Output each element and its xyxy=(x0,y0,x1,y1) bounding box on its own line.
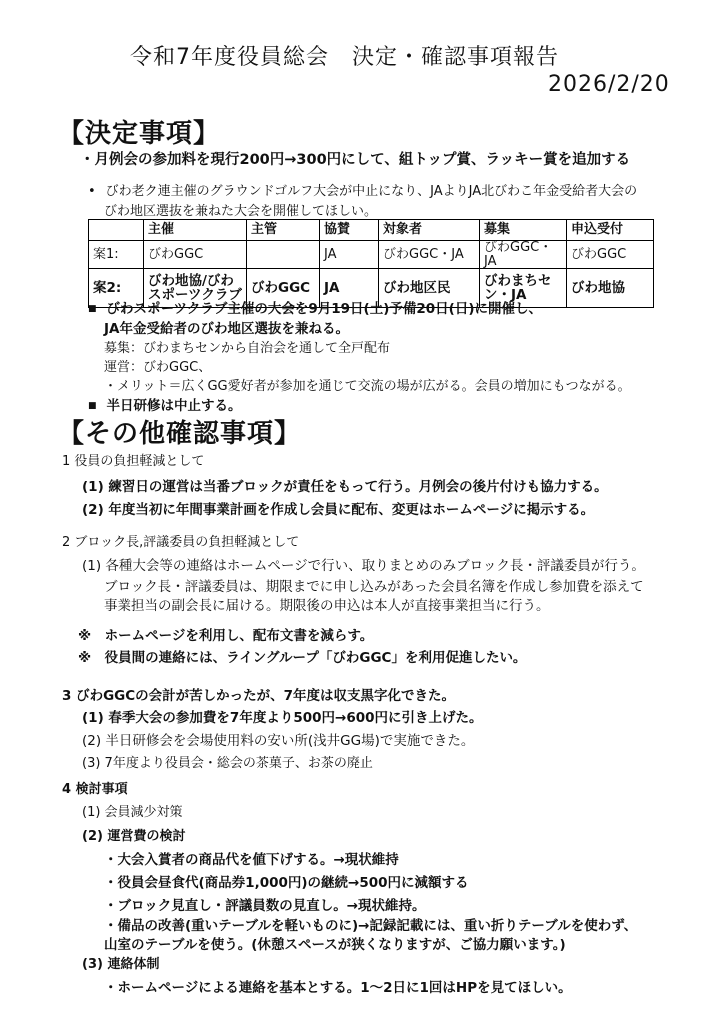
section-4-item-2-c: ・ブロック見直し・評議員数の見直し。→現状維持。 xyxy=(104,898,426,914)
section-4-item-3: (3) 連絡体制 xyxy=(82,957,160,972)
sports-club-line-1: ■ びわスポーツクラブ主催の大会を9月19日(土)予備20日(日)に開催し、 xyxy=(88,297,542,317)
table-cell: JA xyxy=(320,241,379,269)
note-homepage: ※ ホームページを利用し、配布文書を減らす。 xyxy=(78,628,374,644)
section-3-item-2: (2) 半日研修会を会場使用料の安い所(浅井GG場)で実施できた。 xyxy=(82,733,475,749)
section-4-item-1: (1) 会員減少対策 xyxy=(82,805,183,820)
section-4-item-2-d: ・備品の改善(重いテーブルを軽いものに)→記録記載には、重い折りテーブルを使わず、 xyxy=(104,918,638,934)
table-header-cell: 協賛 xyxy=(320,220,379,241)
section-1-title: 1 役員の負担軽減として xyxy=(62,454,205,469)
section-1-item-1: (1) 練習日の運営は当番ブロックが責任をもって行う。月例会の後片付けも協力する。 xyxy=(82,479,608,495)
section-3-item-1: (1) 春季大会の参加費を7年度より500円→600円に引き上げた。 xyxy=(82,710,483,726)
section-1-item-2: (2) 年度当初に年間事業計画を作成し会員に配布、変更はホームページに掲示する。 xyxy=(82,502,595,518)
section-2-item-1: (1) 各種大会等の連絡はホームページで行い、取りまとめのみブロック長・評議委員が行う。 xyxy=(82,558,645,574)
table-cell: 案1: xyxy=(89,241,144,269)
document-title: 令和7年度役員総会 決定・確認事項報告 xyxy=(130,45,559,70)
table-cell xyxy=(247,241,320,269)
recruit-line: 募集：びわまちセンから自治会を通して全戸配布 xyxy=(104,341,391,356)
table-cell: びわGGC・JA xyxy=(480,241,567,269)
note-line-group: ※ 役員間の連絡には、ライングループ「びわGGC」を利用促進したい。 xyxy=(78,650,527,666)
section-2-title: 2 ブロック長,評議委員の負担軽減として xyxy=(62,535,300,550)
operation-line: 運営：びわGGC、 xyxy=(104,360,212,375)
table-header-cell xyxy=(89,220,144,241)
section-2-item-1-cont-1: ブロック長・評議委員は、期限までに申し込みがあった会員名簿を作成し参加費を添えて xyxy=(104,579,644,595)
table-header-cell: 申込受付 xyxy=(567,220,654,241)
sports-club-line-2: JA年金受給者のびわ地区選抜を兼ねる。 xyxy=(104,321,349,337)
table-header-cell: 対象者 xyxy=(379,220,480,241)
table-cell: 案2: xyxy=(89,269,144,308)
decisions-heading: 【決定事項】 xyxy=(58,119,221,149)
table-cell: びわGGC xyxy=(247,269,320,308)
table-cell: びわ地協/びわスポーツクラブ xyxy=(144,269,247,308)
others-heading: 【その他確認事項】 xyxy=(58,419,302,449)
section-4-item-2-e: 山室のテーブルを使う。(休憩スペースが狭くなりますが、ご協力願います。) xyxy=(104,937,566,953)
section-4-title: 4 検討事項 xyxy=(62,782,128,797)
section-4-item-2-b: ・役員会昼食代(商品券1,000円)の継続→500円に減額する xyxy=(104,875,469,891)
plan-table-row xyxy=(89,241,654,269)
request-line-2: びわ地区選抜を兼ねた大会を開催してほしい。 xyxy=(104,204,378,219)
fee-change-line: ・月例会の参加料を現行200円→300円にして、組トップ賞、ラッキー賞を追加する xyxy=(80,152,631,168)
table-cell: びわGGC xyxy=(144,241,247,269)
plan-table-header-row xyxy=(89,220,654,241)
section-4-item-3-a: ・ホームページによる連絡を基本とする。1～2日に1回はHPを見てほしい。 xyxy=(104,980,572,996)
plan-table xyxy=(88,219,654,308)
table-cell: びわGGC xyxy=(567,241,654,269)
table-cell: JA xyxy=(320,269,379,308)
table-cell: びわ地区民 xyxy=(379,269,480,308)
section-3-title: 3 びわGGCの会計が苦しかったが、7年度は収支黒字化できた。 xyxy=(62,688,456,704)
table-header-cell: 主催 xyxy=(144,220,247,241)
table-cell: びわGGC・JA xyxy=(379,241,480,269)
section-4-item-2-a: ・大会入賞者の商品代を値下げする。→現状維持 xyxy=(104,852,399,868)
half-day-line: ■ 半日研修は中止する。 xyxy=(88,394,242,414)
section-2-item-1-cont-2: 事業担当の副会長に届ける。期限後の申込は本人が直接事業担当に行う。 xyxy=(104,598,550,614)
section-3-item-3: (3) 7年度より役員会・総会の茶菓子、お茶の廃止 xyxy=(82,756,373,771)
table-header-cell: 主管 xyxy=(247,220,320,241)
merit-line: ・メリット＝広くGG愛好者が参加を通じて交流の場が広がる。会員の増加にもつながる。 xyxy=(104,379,631,394)
table-cell: びわまちセン・JA xyxy=(480,269,567,308)
section-4-item-2: (2) 運営費の検討 xyxy=(82,829,186,844)
table-header-cell: 募集 xyxy=(480,220,567,241)
table-cell: びわ地協 xyxy=(567,269,654,308)
request-line-1: • びわ老ク連主催のグラウンドゴルフ大会が中止になり、JAよりJA北びわこ年金受給者大会の xyxy=(88,180,637,199)
document-date: 2026/2/20 xyxy=(548,72,670,97)
